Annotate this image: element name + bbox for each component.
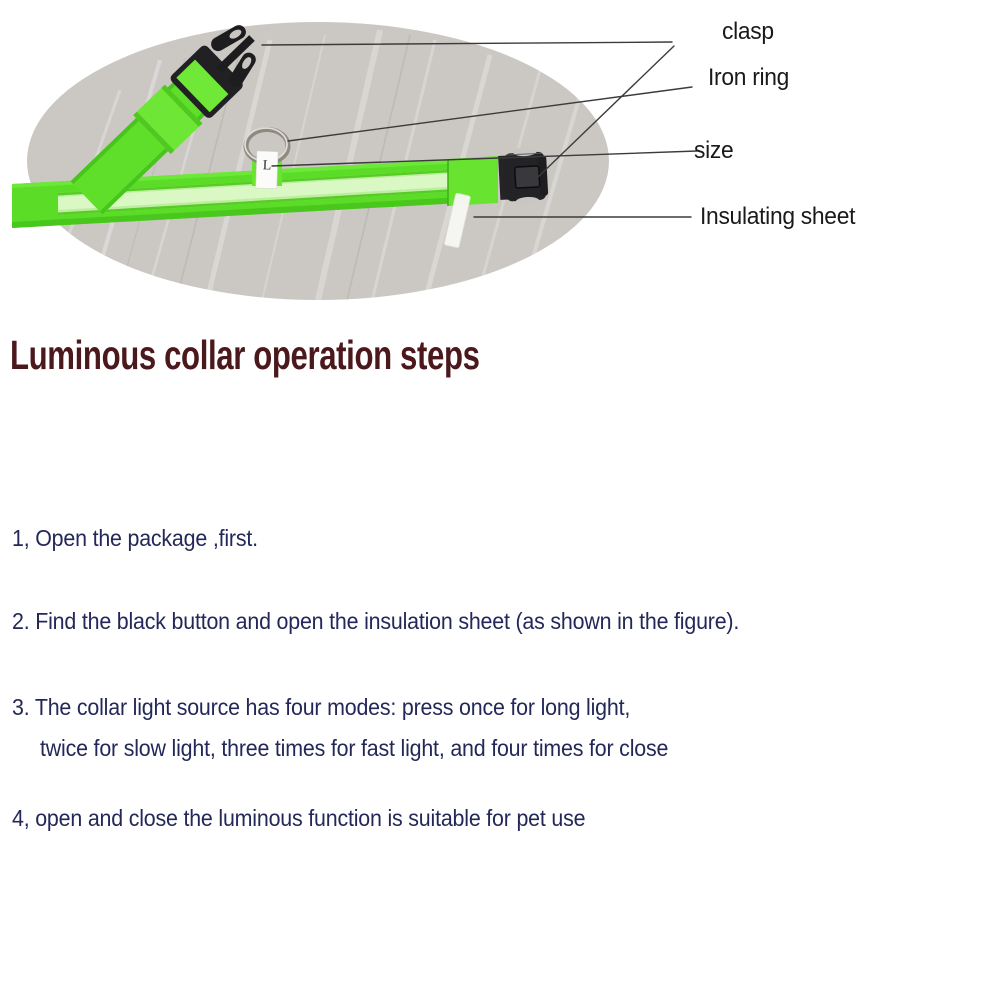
step-3-line-1: 3. The collar light source has four modes: press once for long light, (12, 694, 631, 720)
callout-clasp: clasp (722, 18, 774, 45)
step-4: 4, open and close the luminous function is suitable for pet use (12, 805, 586, 831)
step-3-line-2: twice for slow light, three times for fast light, and four times for close (40, 735, 669, 761)
step-2: 2. Find the black button and open the insulation sheet (as shown in the figure). (12, 608, 740, 634)
size-tag (256, 151, 278, 189)
buckle-button (515, 166, 540, 188)
callout-insulating-sheet: Insulating sheet (700, 203, 856, 230)
product-photo (0, 0, 1000, 340)
callout-size: size (694, 137, 734, 164)
size-tag-letter: L (262, 158, 272, 174)
collar-illustration (0, 0, 1000, 340)
callout-iron-ring: Iron ring (708, 64, 790, 91)
page-title: Luminous collar operation steps (10, 332, 480, 378)
step-1: 1, Open the package ,first. (12, 525, 258, 551)
